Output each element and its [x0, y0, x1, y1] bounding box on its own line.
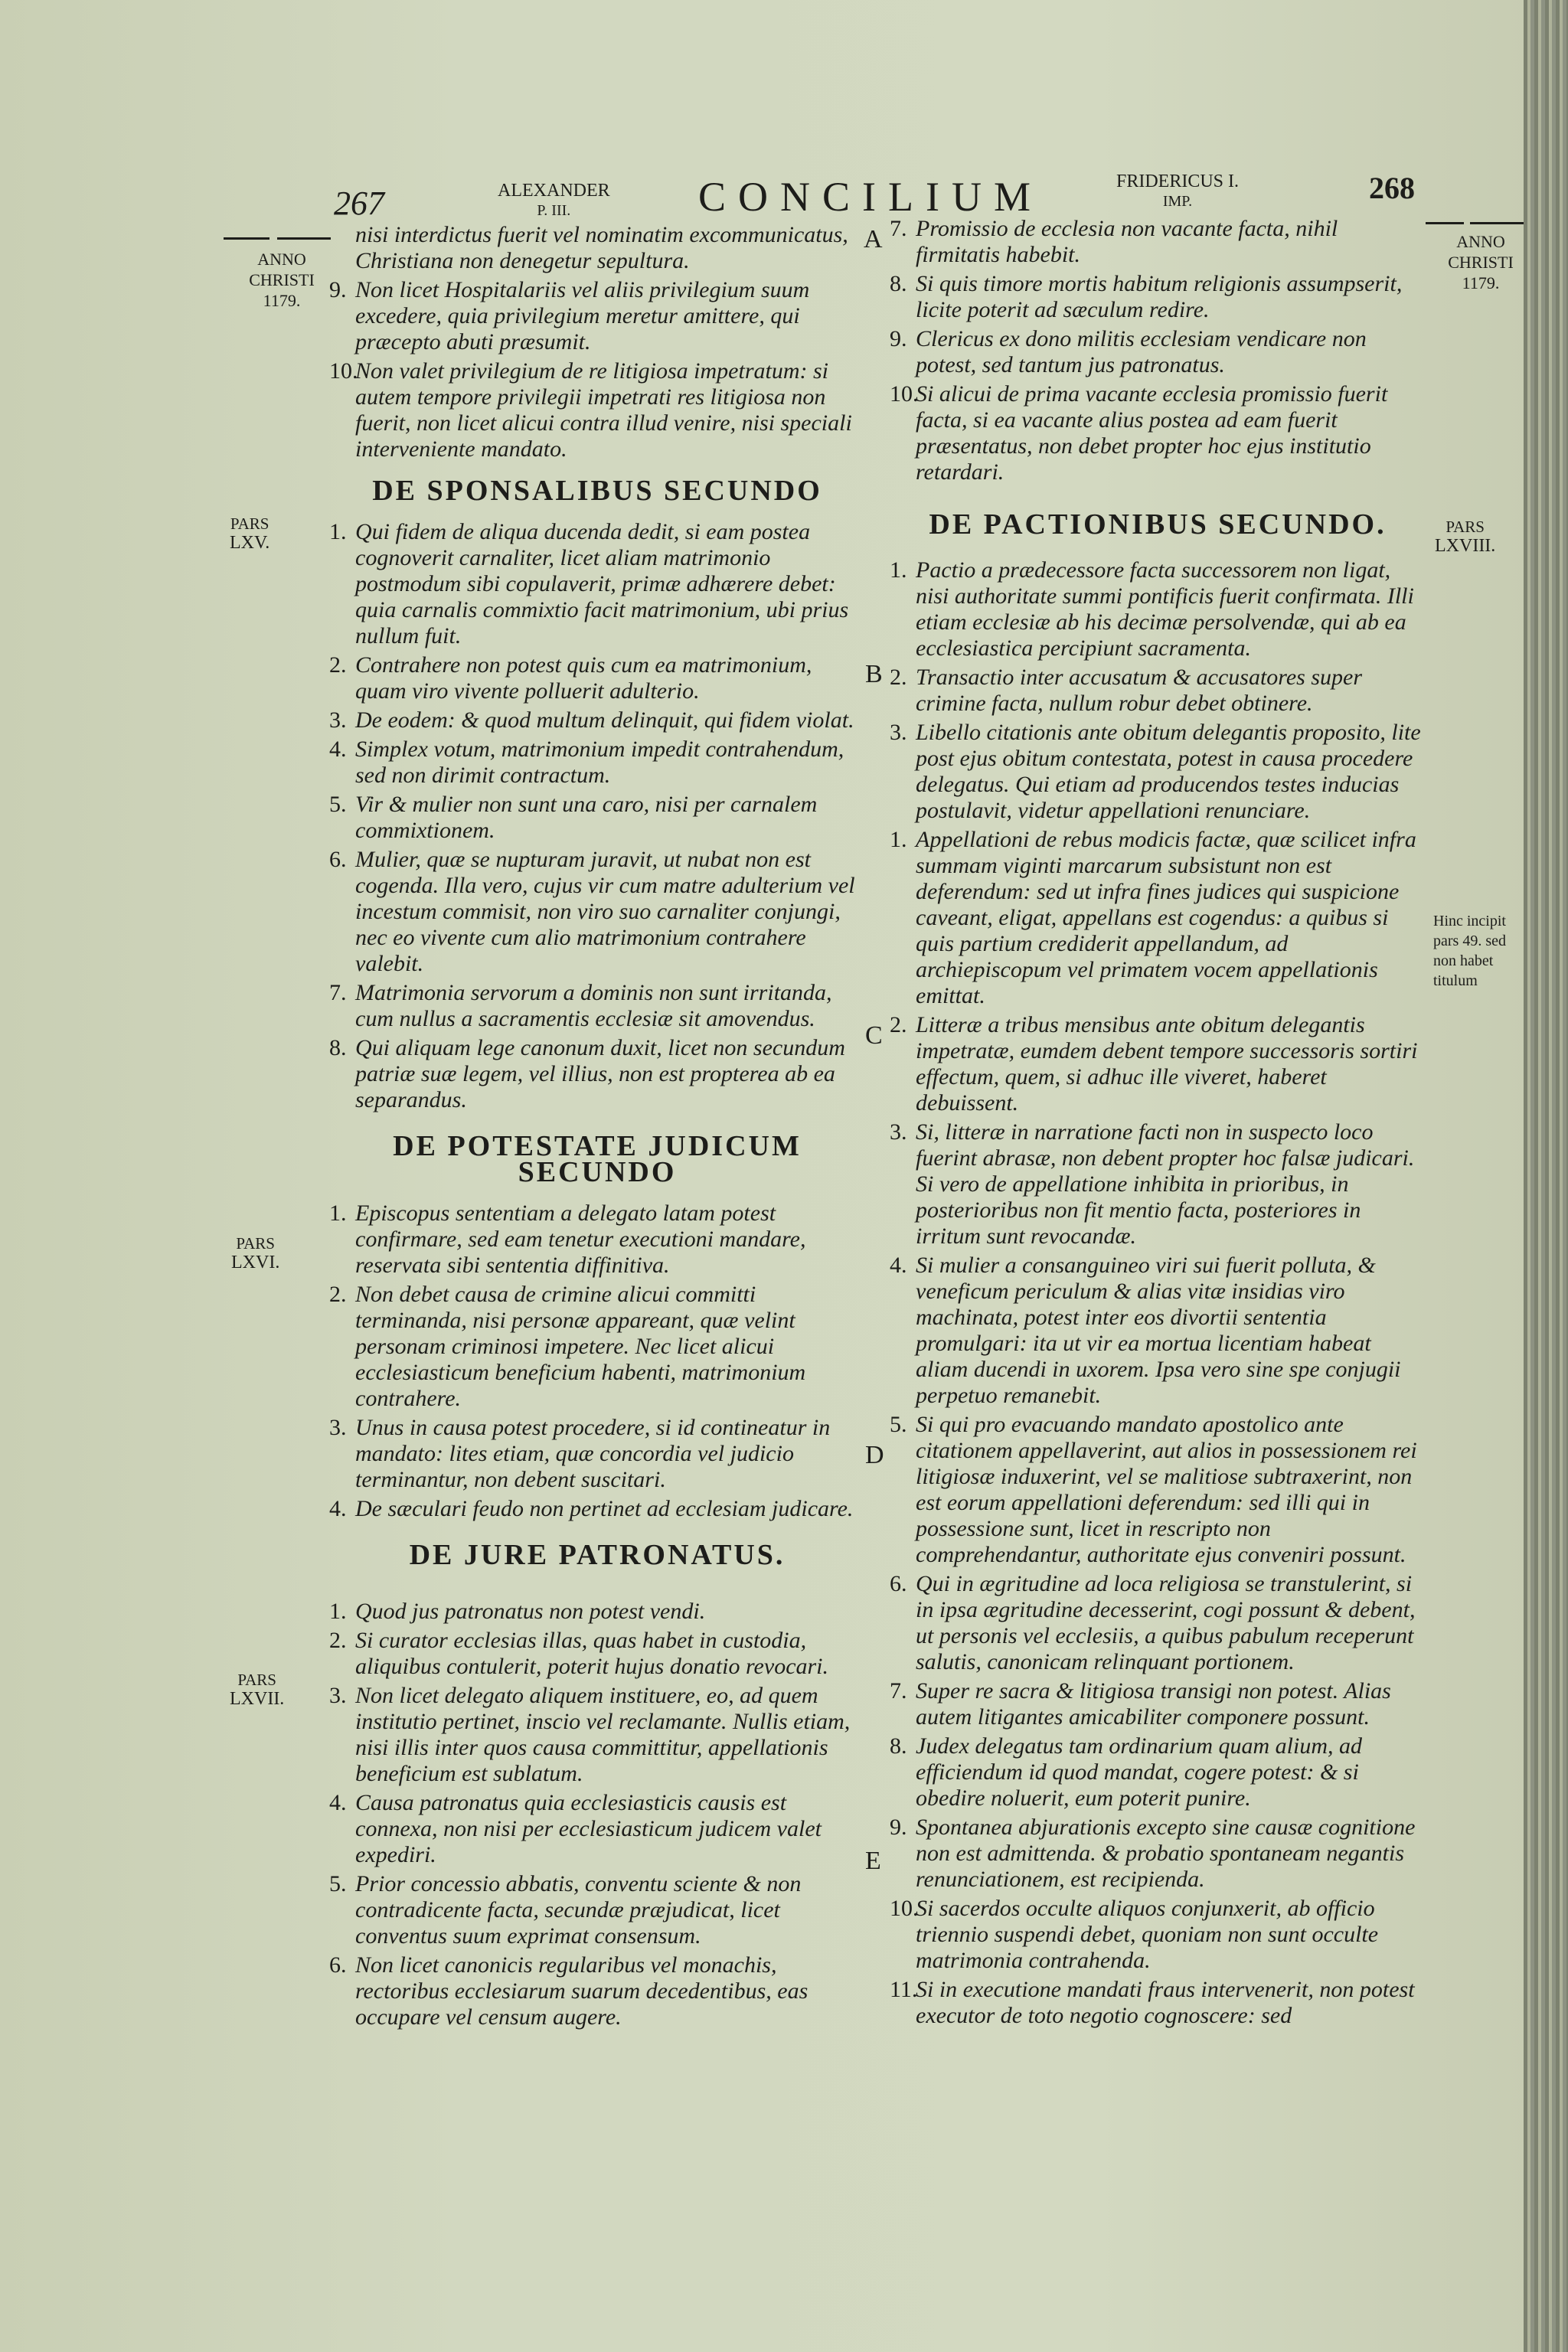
item-text: Spontanea abjurationis excepto sine causæ cognitione non est admittenda. & probatio spontaneam negantis renunciationem, est recipienda. — [916, 1815, 1416, 1892]
page-number-left: 267 — [334, 185, 384, 222]
item-text: Super re sacra & litigiosa transigi non potest. Alias autem litigantes amicabiliter componere possunt. — [916, 1678, 1391, 1730]
item-text: Non licet Hospitalariis vel aliis privilegium suum excedere, quia privilegium meretur amittere, qui præcepto abuti præsumit. — [355, 277, 810, 354]
item-number: 9. — [890, 1815, 907, 1840]
left-continuation — [329, 222, 865, 462]
item-text: Qui fidem de aliqua ducenda dedit, si eam postea cognoverit carnaliter, licet aliam matrimonio postmodum sibi copulaverit, primæ adhærere debet: quia carnalis commixtio facit matrimonium, ubi prius nullum fuit. — [355, 519, 849, 648]
item-number: 9. — [890, 326, 907, 351]
item-number: 2. — [329, 1282, 347, 1307]
item-number: 4. — [329, 1790, 347, 1815]
item-number: 1. — [329, 519, 347, 544]
list-item — [890, 1253, 1426, 1409]
pars-lxviii-note — [1435, 518, 1495, 556]
list-item — [890, 557, 1426, 662]
item-text: Si qui pro evacuando mandato apostolico ante citationem appellaverint, aut alios in possessionem rei litigiosæ induxerint, vel se malitiose subtraxerint, non est eorum appellationi deferendum: sed illi qui in possessione sunt, licet in rescripto non comprehendantur, authoritate ejus conveniri possunt. — [916, 1412, 1417, 1567]
list-item — [329, 519, 865, 649]
pars-lxvi-note — [231, 1234, 279, 1272]
item-number: 2. — [890, 665, 907, 690]
pars-lxv-note — [230, 514, 270, 553]
item-text: Promissio de ecclesia non vacante facta, nihil firmitatis habebit. — [916, 216, 1338, 267]
item-text: Contrahere non potest quis cum ea matrimonium, quam viro vivente polluerit adulterio. — [355, 652, 812, 704]
list-item — [329, 1683, 865, 1787]
item-text: Pactio a prædecessore facta successorem non ligat, nisi authoritate summi pontificis fuerit confirmata. Illi etiam ecclesiæ ab his decimæ persolvendæ, qui ab ea ecclesiastica percipiunt sacramenta. — [916, 557, 1414, 661]
list-item — [329, 1282, 865, 1412]
running-head-left — [498, 181, 610, 220]
list-item — [890, 1733, 1426, 1811]
list-item — [329, 980, 865, 1032]
item-number: 3. — [890, 1119, 907, 1145]
section-title: DE JURE PATRONATUS. — [409, 1539, 786, 1571]
item-text: Qui aliquam lege canonum duxit, licet non secundum patriæ suæ legem, vel illius, non est propterea ab ea separandus. — [355, 1035, 845, 1112]
list-item — [890, 1012, 1426, 1116]
item-text: Episcopus sententiam a delegato latam potest confirmare, sed eam tenetur executioni mandare, reservata sibi sententia diffinitiva. — [355, 1200, 806, 1278]
item-text: nisi interdictus fuerit vel nominatim excommunicatus, Christiana non denegetur sepultura. — [355, 222, 848, 273]
list-item — [890, 216, 1426, 268]
item-number: 11. — [890, 1977, 918, 2002]
anno-christi-right — [1427, 231, 1534, 293]
list-item — [890, 326, 1426, 378]
running-head-center: CONCILIUM — [698, 174, 1043, 220]
year: 1179. — [1462, 273, 1500, 292]
item-text: Si curator ecclesias illas, quas habet in custodia, aliquibus contulerit, poterit hujus donatio revocari. — [355, 1628, 829, 1679]
item-number: 1. — [329, 1200, 347, 1226]
page-number-right: 268 — [1369, 171, 1415, 205]
list-item — [329, 1790, 865, 1868]
anno-christi-left — [228, 249, 335, 311]
item-text: Si quis timore mortis habitum religionis assumpserit, licite poterit ad sæculum redire. — [916, 271, 1403, 322]
list-item — [329, 1871, 865, 1949]
item-text: Prior concessio abbatis, conventu sciente & non contradicente facta, secundæ præjudicat, licet conventus suum exprimat consensum. — [355, 1871, 802, 1949]
list-item — [329, 1496, 865, 1522]
pars-number: LXVI. — [231, 1253, 280, 1272]
section-items — [329, 1200, 865, 1522]
list-item — [890, 1815, 1426, 1893]
item-number: 8. — [890, 1733, 907, 1759]
item-text: De eodem: & quod multum delinquit, qui fidem violat. — [355, 707, 854, 733]
list-item — [890, 271, 1426, 323]
item-text: Si sacerdos occulte aliquos conjunxerit, ab officio triennio suspendi debet, quoniam non sunt occulte matrimonia contrahenda. — [916, 1896, 1379, 1973]
item-text: Matrimonia servorum a dominis non sunt irritanda, cum nullus a sacramentis ecclesiæ sit amovendus. — [355, 980, 832, 1031]
list-item — [329, 222, 865, 274]
item-text: Non licet canonicis regularibus vel monachis, rectoribus ecclesiarum suarum decedentibus, eas occupare vel censum augere. — [355, 1952, 808, 2030]
margin-rule — [277, 237, 331, 240]
item-text: Clericus ex dono militis ecclesiam vendicare non potest, sed tantum jus patronatus. — [916, 326, 1367, 377]
item-text: Simplex votum, matrimonium impedit contrahendum, sed non dirimit contractum. — [355, 737, 844, 788]
margin-rule — [1470, 222, 1524, 224]
list-item — [329, 652, 865, 704]
item-text: Quod jus patronatus non potest vendi. — [355, 1599, 706, 1624]
item-number: 3. — [329, 1683, 347, 1708]
item-text: Unus in causa potest procedere, si id contineatur in mandato: lites etiam, quæ concordia vel judicio terminantur, non debent suscitari. — [355, 1415, 831, 1492]
list-item — [329, 707, 865, 733]
left-text-column — [329, 222, 865, 2034]
right-continuation — [890, 216, 1426, 485]
item-number: 10. — [329, 358, 358, 384]
item-number: 7. — [890, 216, 907, 241]
item-number: 8. — [329, 1035, 347, 1060]
pars-number: LXV. — [230, 533, 270, 553]
list-item — [890, 1896, 1426, 1974]
item-text: Si, litteræ in narratione facti non in suspecto loco fuerint abrasæ, non debent propter hoc falsæ judicari. Si vero de appellatione inhibita in prioribus, in posterioribus non fit mentio facta, posteriores in irritum sunt revocandæ. — [916, 1119, 1415, 1249]
list-item — [329, 358, 865, 462]
item-number: 3. — [329, 707, 347, 733]
item-text: Vir & mulier non sunt una caro, nisi per carnalem commixtionem. — [355, 792, 818, 843]
list-item — [890, 1571, 1426, 1675]
item-number: 5. — [329, 1871, 347, 1896]
hinc-incipit-note: Hinc incipit pars 49. sed non habet titulum — [1433, 913, 1506, 989]
list-item — [329, 1200, 865, 1279]
item-number: 1. — [329, 1599, 347, 1624]
list-item — [890, 381, 1426, 485]
christi-word: CHRISTI — [249, 270, 315, 289]
binding-gutter — [1524, 0, 1568, 2352]
item-text: Si alicui de prima vacante ecclesia promissio fuerit facta, si ea vacante alius postea ad eam fuerit præsentatus, non debet propter hoc ejus institutio retardari. — [916, 381, 1388, 485]
item-number: 7. — [329, 980, 347, 1005]
item-number: 4. — [329, 737, 347, 762]
section-title: DE SPONSALIBUS SECUNDO — [372, 475, 822, 507]
year: 1179. — [263, 291, 301, 310]
anno-word: ANNO — [257, 250, 306, 269]
list-item — [329, 1952, 865, 2030]
item-number: 1. — [890, 557, 907, 583]
section-letter: A — [864, 225, 883, 253]
section-letter: D — [865, 1441, 884, 1469]
item-number: 4. — [329, 1496, 347, 1521]
item-number: 2. — [329, 652, 347, 678]
pars-number: LXVIII. — [1435, 536, 1496, 556]
item-number: 4. — [890, 1253, 907, 1278]
list-item — [329, 1415, 865, 1493]
item-number: 6. — [329, 1952, 347, 1978]
list-item — [890, 665, 1426, 717]
pars-lxvii-note — [230, 1671, 284, 1709]
section-title: DE PACTIONIBUS SECUNDO. — [929, 508, 1387, 541]
item-number: 7. — [890, 1678, 907, 1704]
pars-number: LXVII. — [230, 1689, 285, 1709]
item-number: 6. — [329, 847, 347, 872]
running-head-left-sub: P. III. — [537, 202, 571, 219]
item-text: Non valet privilegium de re litigiosa impetratum: si autem tempore privilegii impetrati res litigiosa non fuerit, non licet alicui contra illud venire, nisi speciali interveniente mandato. — [355, 358, 852, 462]
list-item — [890, 1412, 1426, 1568]
margin-rule — [1426, 222, 1464, 224]
list-item — [890, 827, 1426, 1009]
item-text: Causa patronatus quia ecclesiasticis causis est connexa, non nisi per ecclesiasticum judicem valet expediri. — [355, 1790, 822, 1867]
running-head-right — [1116, 172, 1239, 211]
christi-word: CHRISTI — [1448, 253, 1514, 272]
item-number: 2. — [890, 1012, 907, 1037]
list-item — [890, 1119, 1426, 1250]
list-item — [329, 737, 865, 789]
item-number: 8. — [890, 271, 907, 296]
list-item — [329, 1599, 865, 1625]
section-items — [890, 557, 1426, 2029]
list-item — [329, 847, 865, 977]
list-item — [890, 1678, 1426, 1730]
list-item — [329, 792, 865, 844]
item-text: Litteræ a tribus mensibus ante obitum delegantis impetratæ, eumdem debent tempore successoris sortiri effectum, quem, si adhuc ille viveret, haberet debuissent. — [916, 1012, 1418, 1116]
item-number: 9. — [329, 277, 347, 302]
item-number: 6. — [890, 1571, 907, 1596]
item-number: 10. — [890, 381, 919, 407]
item-number: 3. — [890, 720, 907, 745]
running-head-left-title: ALEXANDER — [498, 181, 610, 201]
item-number: 3. — [329, 1415, 347, 1440]
anno-word: ANNO — [1456, 232, 1505, 251]
pars-word: PARS — [1446, 518, 1485, 536]
item-text: Si in executione mandati fraus intervenerit, non potest executor de toto negotio cognoscere: sed — [916, 1977, 1415, 2028]
item-text: Si mulier a consanguineo viri sui fuerit polluta, & veneficum periculum & alias vitæ insidias viro machinata, potest inter eos divortii sententia promulgari: ita ut vir ea mortua licentiam habeat aliam ducendi in uxorem. Ipsa vero sine spe conjugii perpetuo remanebit. — [916, 1253, 1401, 1408]
item-number: 5. — [890, 1412, 907, 1437]
section-letter: B — [865, 660, 883, 688]
running-head-right-sub: IMP. — [1162, 193, 1193, 210]
item-text: De sæculari feudo non pertinet ad ecclesiam judicare. — [355, 1496, 854, 1521]
section-items — [329, 519, 865, 1113]
section-letter: C — [865, 1021, 883, 1050]
item-text: Appellationi de rebus modicis factæ, quæ scilicet infra summam viginti marcarum subsistunt non est deferendum: sed ut infra fines judices qui suspicione caveant, eligat, appellans est cogendus: a quibus si quis partium crediderit appellandum, ad archiepiscopum vel primatem vocem appellationis emittat. — [916, 827, 1416, 1008]
list-item — [890, 720, 1426, 824]
margin-rule — [224, 237, 270, 240]
item-text: Judex delegatus tam ordinarium quam alium, ad efficiendum id quod mandat, cogere potest: & si obedire noluerit, eum poterit punire. — [916, 1733, 1362, 1811]
item-number: 2. — [329, 1628, 347, 1653]
list-item — [329, 277, 865, 355]
section-items — [329, 1599, 865, 2030]
pars-word: PARS — [236, 1234, 275, 1253]
section-title: DE POTESTATE JUDICUM SECUNDO — [393, 1130, 802, 1188]
list-item — [890, 1977, 1426, 2029]
item-number: 1. — [890, 827, 907, 852]
item-number: 10. — [890, 1896, 919, 1921]
item-text: Transactio inter accusatum & accusatores super crimine facta, nullum robur debet obtinere. — [916, 665, 1363, 716]
running-head-right-title: FRIDERICUS I. — [1116, 172, 1240, 191]
pars-word: PARS — [237, 1671, 276, 1689]
item-number: 5. — [329, 792, 347, 817]
item-text: Libello citationis ante obitum delegantis proposito, lite post ejus obitum contestata, potest in causa procedere delegatus. Qui etiam ad producendos testes inducias postulavit, videtur appellationi renunciare. — [916, 720, 1421, 823]
item-text: Qui in ægritudine ad loca religiosa se transtulerint, si in ipsa ægritudine decesserint, cogi possunt & debent, ut personis vel ecclesiis, a quibus pabulum receperunt salutis, canonicam relinquant portionem. — [916, 1571, 1416, 1674]
item-text: Mulier, quæ se nupturam juravit, ut nubat non est cogenda. Illa vero, cujus vir cum matre adulterium vel incestum commisit, non viro suo carnaliter conjungi, nec eo vivente cum alio matrimonium contrahere valebit. — [355, 847, 855, 976]
list-item — [329, 1035, 865, 1113]
item-text: Non debet causa de crimine alicui committi terminanda, nisi personæ appareant, quæ velint personam criminosi impetere. Nec licet alicui ecclesiasticum beneficium habenti, matrimonium contrahere. — [355, 1282, 806, 1411]
item-text: Non licet delegato aliquem instituere, eo, ad quem institutio pertinet, inscio vel reclamante. Nullis etiam, nisi illis inter quos causa committitur, appellationis beneficium est sublatum. — [355, 1683, 851, 1786]
section-letter: E — [865, 1847, 881, 1875]
right-text-column — [890, 216, 1426, 2032]
pars-word: PARS — [230, 514, 270, 533]
list-item — [329, 1628, 865, 1680]
